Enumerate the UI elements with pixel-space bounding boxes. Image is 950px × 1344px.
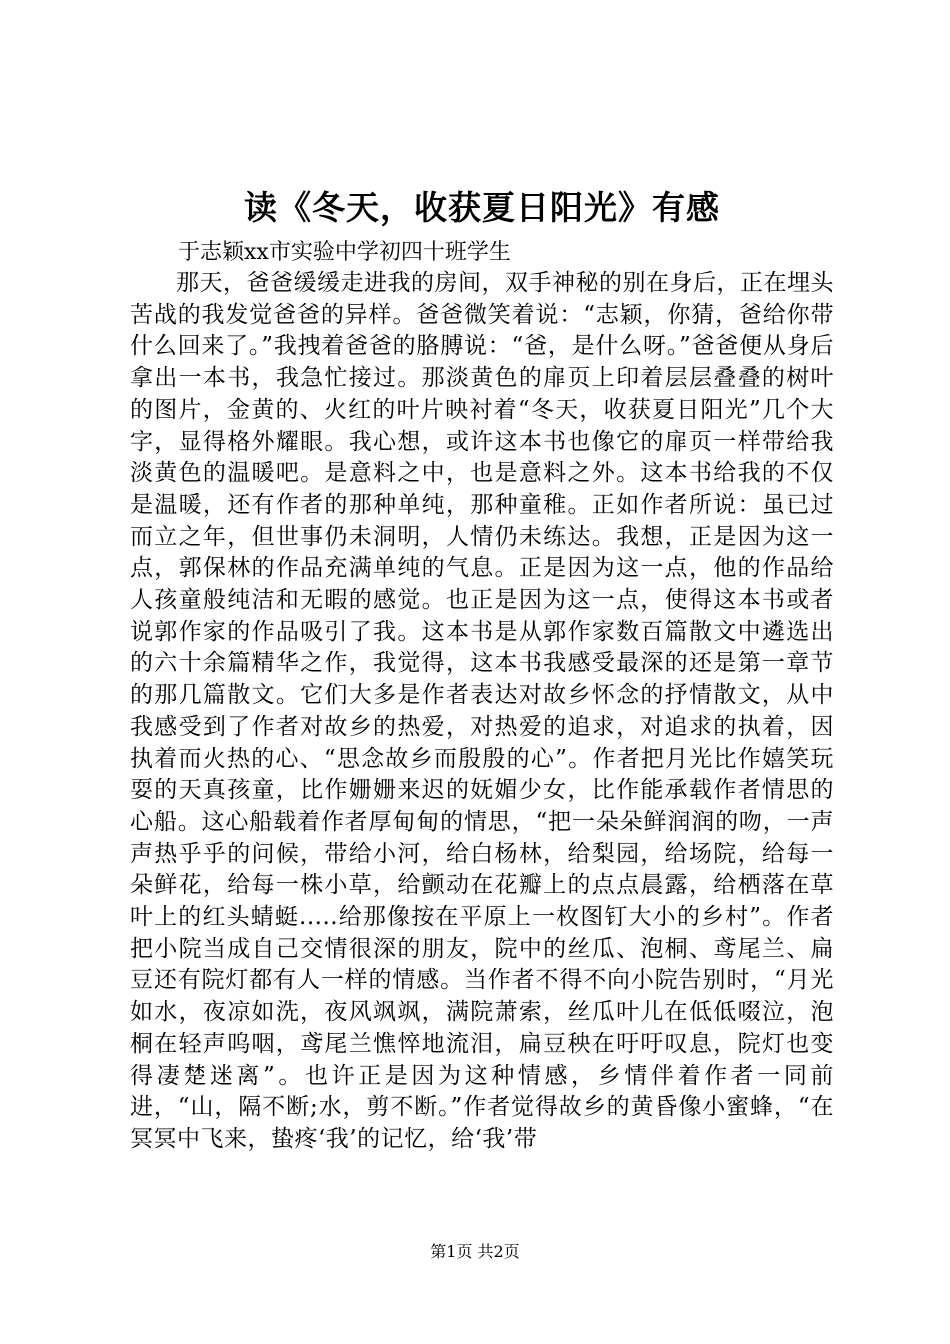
page-footer: 第1页 共2页 <box>430 1242 520 1261</box>
body-paragraph: 那天，爸爸缓缓走进我的房间，双手神秘的别在身后，正在埋头苦战的我发觉爸爸的异样。爸爸微笑着说：“志颖，你猜，爸给你带什么回来了。”我拽着爸爸的胳膊说：“爸，是什么呀。”爸爸便从身后拿出一本书，我急忙接过。那淡黄色的扉页上印着层层叠叠的树叶的图片，金黄的、火红的叶片映衬着“冬天，收获夏日阳光”几个大字，显得格外耀眼。我心想，或许这本书也像它的扉页一样带给我淡黄色的温暖吧。是意料之中，也是意料之外。这本书给我的不仅是温暖，还有作者的那种单纯，那种童稚。正如作者所说：虽已过而立之年，但世事仍未洞明，人情仍未练达。我想，正是因为这一点，郭保林的作品充满单纯的气息。正是因为这一点，他的作品给人孩童般纯洁和无暇的感觉。也正是因为这一点，使得这本书或者说郭作家的作品吸引了我。这本书是从郭作家数百篇散文中遴选出的六十余篇精华之作，我觉得，这本书我感受最深的还是第一章节的那几篇散文。它们大多是作者表达对故乡怀念的抒情散文，从中我感受到了作者对故乡的热爱，对热爱的追求，对追求的执着，因执着而火热的心、“思念故乡而殷殷的心”。作者把月光比作嬉笑玩耍的天真孩童，比作姗姗来迟的妩媚少女，比作能承载作者情思的心船。这心船载着作者厚甸甸的情思，“把一朵朵鲜润润的吻，一声声热乎乎的问候，带给小河，给白杨林，给梨园，给场院，给每一朵鲜花，给每一株小草，给颤动在花瓣上的点点晨露，给栖落在草叶上的红头蜻蜓.....给那像按在平原上一枚图钉大小的乡村”。作者把小院当成自己交情很深的朋友，院中的丝瓜、泡桐、鸢尾兰、扁豆还有院灯都有人一样的情感。当作者不得不向小院告别时，“月光如水，夜凉如洗，夜风飒飒，满院萧索，丝瓜叶儿在低低啜泣，泡桐在轻声呜咽，鸢尾兰憔悴地流泪，扁豆秧在吁吁叹息，院灯也变得凄楚迷离”。也许正是因为这种情感，乡情伴着作者一同前进，“山，隔不断;水，剪不断。”作者觉得故乡的黄昏像小蜜蜂，“在冥冥中飞来，蛰疼‘我’的记忆，给‘我’带 <box>130 270 834 1152</box>
author-line: 于志颖xx市实验中学初四十班学生 <box>178 240 511 265</box>
document-title: 读《冬天，收获夏日阳光》有感 <box>244 188 720 227</box>
